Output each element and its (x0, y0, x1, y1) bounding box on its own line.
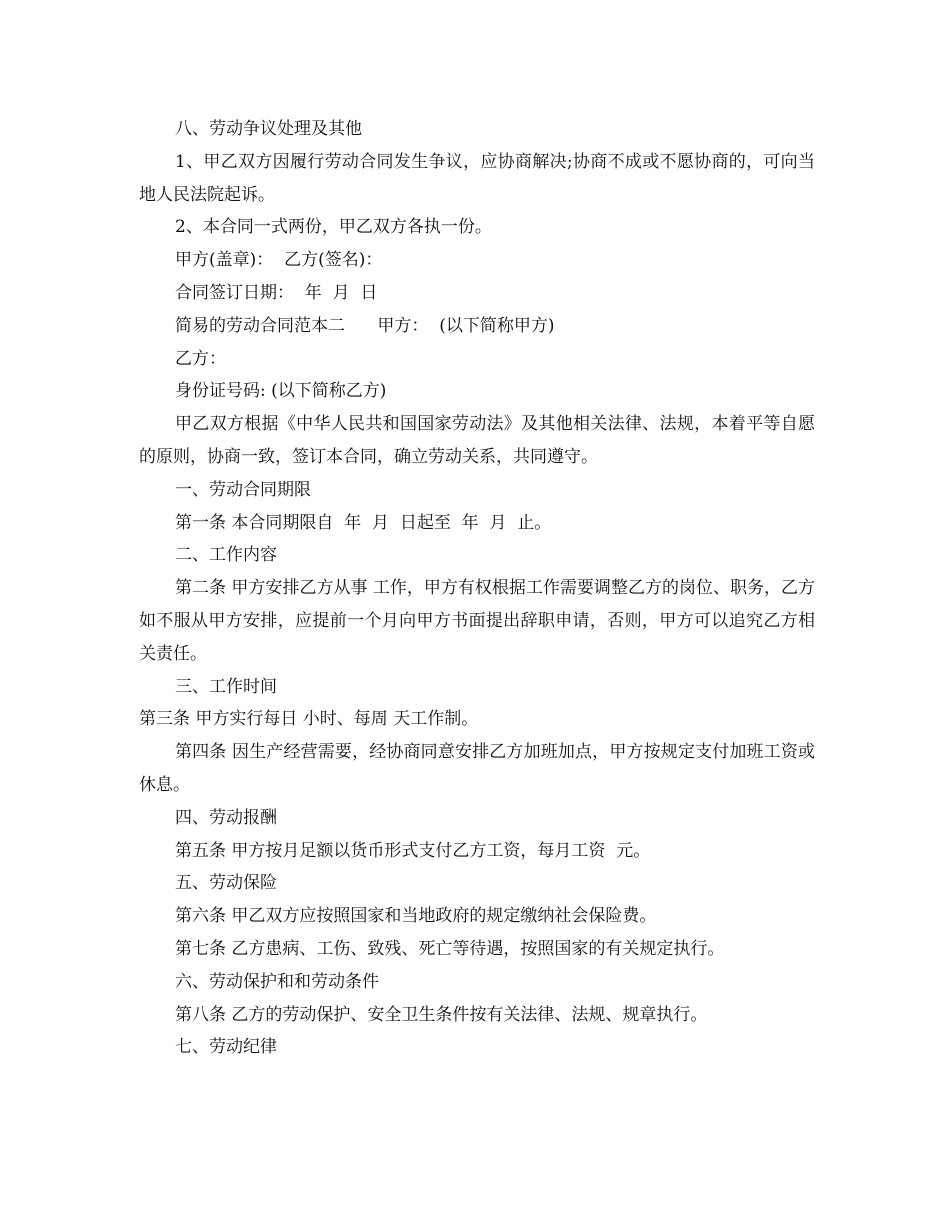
article-four: 第四条 因生产经营需要，经协商同意安排乙方加班加点，甲方按规定支付加班工资或休息。 (139, 742, 815, 795)
article-five: 第五条 甲方按月足额以货币形式支付乙方工资，每月工资 元。 (175, 840, 651, 861)
article-two: 第二条 甲方安排乙方从事 工作，甲方有权根据工作需要调整乙方的岗位、职务，乙方如不服从甲方安排，应提前一个月向甲方书面提出辞职申请，否则，甲方可以追究乙方相关责任。 (139, 578, 815, 664)
preamble-paragraph: 甲乙双方根据《中华人民共和国国家劳动法》及其他相关法律、法规，本着平等自愿的原则，协商一致，签订本合同，确立劳动关系，共同遵守。 (139, 414, 815, 467)
article-six: 第六条 甲乙双方应按照国家和当地政府的规定缴纳社会保险费。 (175, 906, 657, 927)
template-two-title: 简易的劳动合同范本二 甲方： (以下简称甲方) (175, 315, 555, 336)
document-body (139, 113, 815, 1064)
section-heading-dispute: 八、劳动争议处理及其他 (175, 119, 362, 139)
paragraph-dispute-resolution: 1、甲乙双方因履行劳动合同发生争议，应协商解决;协商不成或不愿协商的，可向当地人民法院起诉。 (139, 151, 815, 205)
id-number-line: 身份证号码: (以下简称乙方) (175, 381, 387, 402)
article-eight: 第八条 乙方的劳动保护、安全卫生条件按有关法律、法规、规章执行。 (175, 1004, 708, 1025)
paragraph-copies: 2、本合同一式两份，甲乙双方各执一份。 (175, 217, 492, 238)
party-b-line: 乙方： (175, 348, 226, 369)
article-seven: 第七条 乙方患病、工伤、致残、死亡等待遇，按照国家的有关规定执行。 (175, 938, 725, 959)
section-heading-discipline: 七、劳动纪律 (175, 1037, 277, 1058)
section-heading-work-time: 三、工作时间 (175, 676, 277, 697)
article-three: 第三条 甲方实行每日 小时、每周 天工作制。 (139, 709, 479, 730)
signature-line: 甲方(盖章)： 乙方(签名)： (175, 250, 383, 271)
article-one: 第一条 本合同期限自 年 月 日起至 年 月 止。 (175, 512, 552, 533)
section-heading-protection: 六、劳动保护和和劳动条件 (175, 971, 379, 992)
section-heading-work-content: 二、工作内容 (175, 545, 277, 566)
section-heading-insurance: 五、劳动保险 (175, 873, 277, 894)
signing-date-line: 合同签订日期： 年 月 日 (175, 282, 378, 303)
section-heading-term: 一、劳动合同期限 (175, 479, 311, 500)
section-heading-remuneration: 四、劳动报酬 (175, 807, 277, 828)
